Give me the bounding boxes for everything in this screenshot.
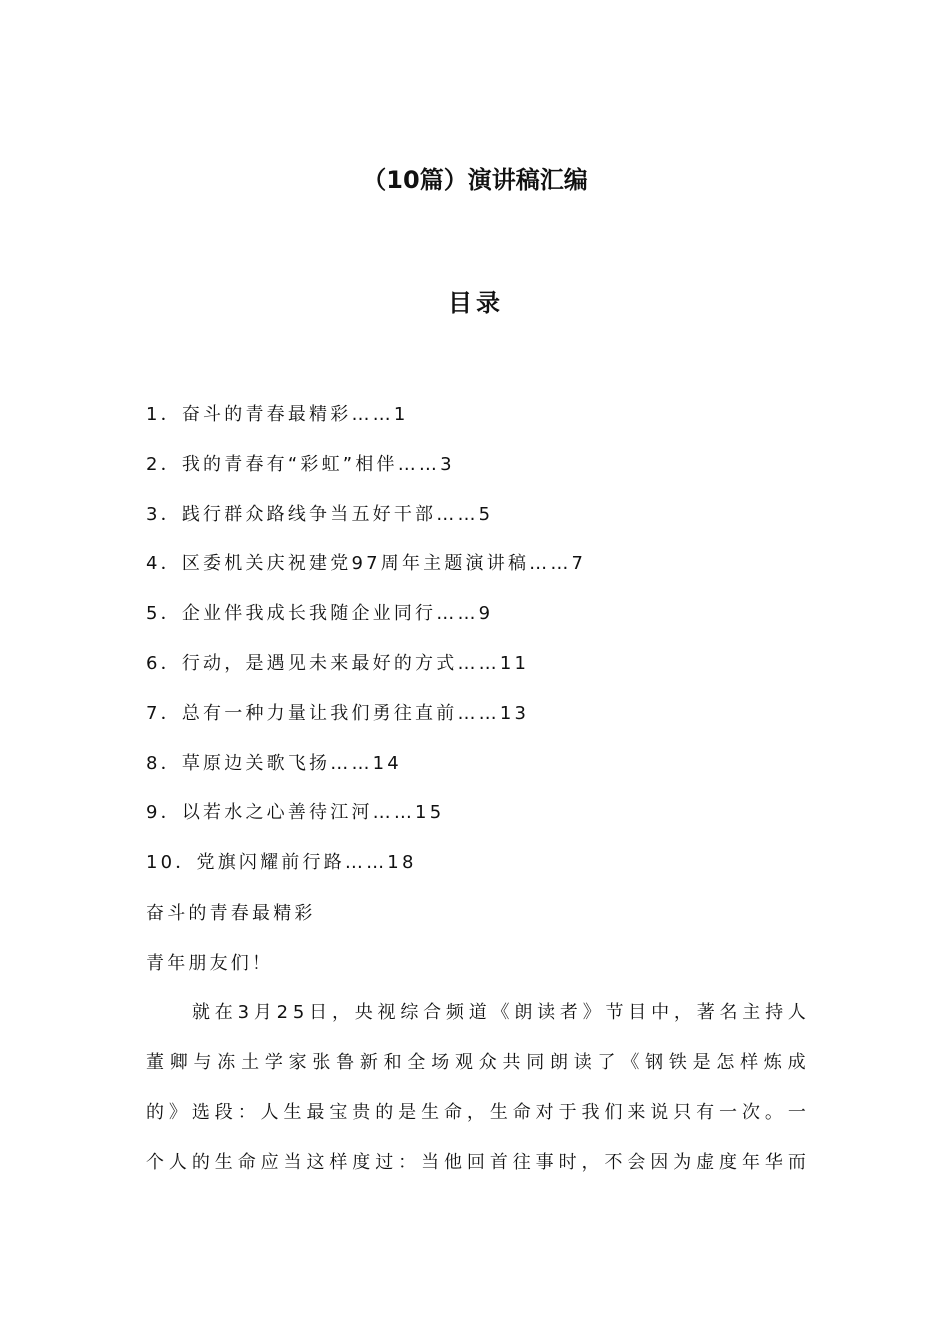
body-paragraph <box>146 998 806 1198</box>
toc-item: 1．奋斗的青春最精彩……1 <box>146 404 409 425</box>
body-line: 董 卿 与 冻 土 学 家 张 鲁 新 和 全 场 观 众 共 同 朗 读 了 《 钢 铁 是 怎 样 炼 成 <box>146 1052 806 1073</box>
body-line: 个 人 的 生 命 应 当 这 样 度 过 ： 当 他 回 首 往 事 时 ， 不 会 因 为 虚 度 年 华 而 <box>146 1152 806 1173</box>
toc-item: 7．总有一种力量让我们勇往直前……13 <box>146 702 530 724</box>
toc-item: 6．行动，是遇见未来最好的方式……11 <box>146 652 530 674</box>
toc-heading: 目录 <box>448 289 504 317</box>
toc-item: 4．区委机关庆祝建党97周年主题演讲稿……7 <box>146 553 587 575</box>
toc-item: 3．践行群众路线争当五好干部……5 <box>146 503 494 525</box>
toc-item: 5．企业伴我成长我随企业同行……9 <box>146 603 494 625</box>
toc-item: 10．党旗闪耀前行路……18 <box>146 852 417 874</box>
salutation: 青年朋友们！ <box>146 953 274 974</box>
document-title: （10篇）演讲稿汇编 <box>362 166 588 194</box>
toc-item: 2．我的青春有“彩虹”相伴……3 <box>146 453 455 475</box>
table-of-contents <box>146 402 586 900</box>
toc-item: 9．以若水之心善待江河……15 <box>146 802 445 824</box>
section-title: 奋斗的青春最精彩 <box>146 903 316 924</box>
body-line: 就 在 3 月 2 5 日 ， 央 视 综 合 频 道 《 朗 读 者 》 节 目 中 ， 著 名 主 持 人 <box>192 1002 806 1023</box>
body-line: 的 》 选 段 ： 人 生 最 宝 贵 的 是 生 命 ， 生 命 对 于 我 们 来 说 只 有 一 次 。 一 <box>146 1102 806 1123</box>
toc-item: 8．草原边关歌飞扬……14 <box>146 752 402 774</box>
